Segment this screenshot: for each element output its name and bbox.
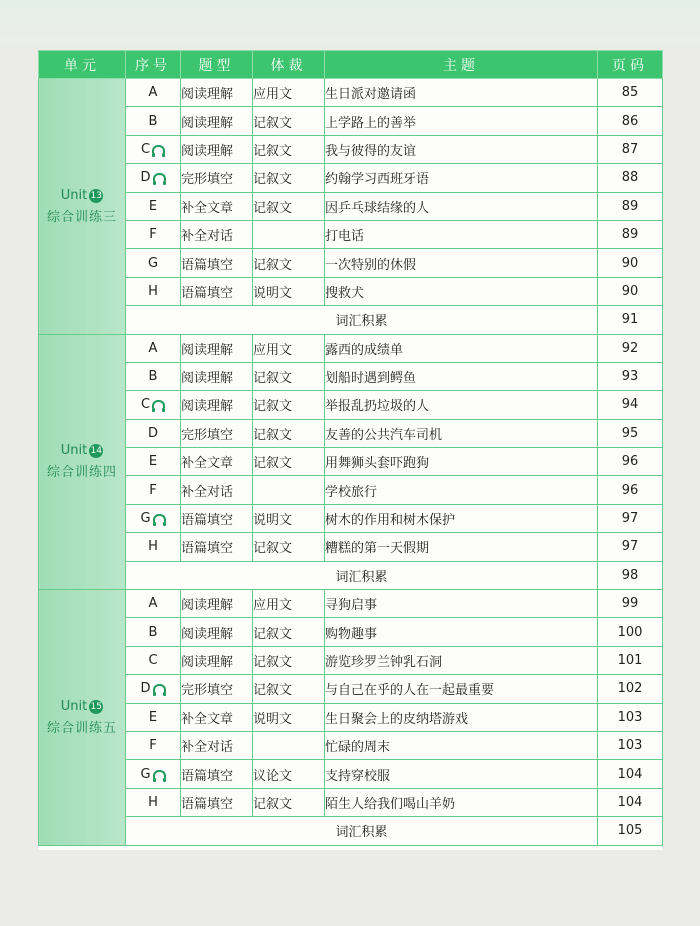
cell-genre: 记叙文 bbox=[253, 107, 325, 135]
table-row bbox=[39, 590, 663, 618]
seq-letter: A bbox=[148, 340, 158, 356]
cell-genre: 记叙文 bbox=[253, 788, 325, 816]
cell-page: 101 bbox=[598, 646, 663, 674]
cell-type: 阅读理解 bbox=[181, 646, 253, 674]
contents-table bbox=[38, 50, 663, 846]
vocab-label: 词汇积累 bbox=[126, 817, 598, 845]
vocab-page: 105 bbox=[598, 817, 663, 845]
table-row bbox=[39, 391, 663, 419]
seq-letter: F bbox=[149, 482, 157, 498]
cell-genre: 说明文 bbox=[253, 703, 325, 731]
cell-genre: 记叙文 bbox=[253, 618, 325, 646]
cell-topic: 用舞狮头套吓跑狗 bbox=[325, 448, 598, 476]
cell-seq bbox=[126, 788, 181, 816]
seq-letter: D bbox=[147, 425, 158, 441]
table-row bbox=[39, 362, 663, 390]
cell-type: 阅读理解 bbox=[181, 391, 253, 419]
header-page: 页码 bbox=[598, 51, 663, 79]
headset-icon bbox=[153, 684, 166, 692]
cell-seq bbox=[126, 590, 181, 618]
cell-genre: 应用文 bbox=[253, 79, 325, 107]
cell-seq bbox=[126, 391, 181, 419]
unit-title: 综合训练三 bbox=[46, 209, 117, 225]
cell-type: 语篇填空 bbox=[181, 249, 253, 277]
vocab-row bbox=[39, 306, 663, 334]
cell-seq bbox=[126, 164, 181, 192]
cell-genre: 应用文 bbox=[253, 334, 325, 362]
cell-type: 完形填空 bbox=[181, 675, 253, 703]
cell-page: 89 bbox=[598, 220, 663, 248]
seq-letter: F bbox=[149, 227, 157, 243]
cell-type: 阅读理解 bbox=[181, 107, 253, 135]
cell-page: 86 bbox=[598, 107, 663, 135]
cell-topic: 购物趣事 bbox=[325, 618, 598, 646]
cell-seq bbox=[126, 760, 181, 788]
vocab-page: 98 bbox=[598, 561, 663, 589]
cell-topic: 上学路上的善举 bbox=[325, 107, 598, 135]
unit-cell bbox=[39, 79, 126, 335]
cell-genre: 记叙文 bbox=[253, 362, 325, 390]
cell-genre: 记叙文 bbox=[253, 391, 325, 419]
cell-seq bbox=[126, 277, 181, 305]
cell-seq bbox=[126, 107, 181, 135]
cell-genre: 记叙文 bbox=[253, 448, 325, 476]
contents-sheet bbox=[38, 50, 662, 850]
seq-letter: E bbox=[148, 709, 158, 725]
seq-letter: F bbox=[149, 738, 157, 754]
table-row bbox=[39, 731, 663, 759]
seq-letter: H bbox=[148, 794, 158, 810]
cell-seq bbox=[126, 192, 181, 220]
header-type: 题型 bbox=[181, 51, 253, 79]
table-row bbox=[39, 504, 663, 532]
table-row bbox=[39, 277, 663, 305]
table-row bbox=[39, 220, 663, 248]
table-header-row bbox=[39, 51, 663, 79]
cell-topic: 生日派对邀请函 bbox=[325, 79, 598, 107]
header-unit: 单元 bbox=[39, 51, 126, 79]
cell-page: 97 bbox=[598, 504, 663, 532]
cell-page: 99 bbox=[598, 590, 663, 618]
vocab-label: 词汇积累 bbox=[126, 306, 598, 334]
cell-type: 语篇填空 bbox=[181, 504, 253, 532]
cell-seq bbox=[126, 419, 181, 447]
cell-topic: 因乒乓球结缘的人 bbox=[325, 192, 598, 220]
cell-genre: 记叙文 bbox=[253, 249, 325, 277]
cell-page: 94 bbox=[598, 391, 663, 419]
cell-topic: 支持穿校服 bbox=[325, 760, 598, 788]
cell-type: 阅读理解 bbox=[181, 618, 253, 646]
unit-number-badge: 15 bbox=[90, 701, 102, 712]
cell-topic: 寻狗启事 bbox=[325, 590, 598, 618]
cell-page: 88 bbox=[598, 164, 663, 192]
cell-genre bbox=[253, 731, 325, 759]
cell-genre: 记叙文 bbox=[253, 675, 325, 703]
seq-letter: C bbox=[148, 653, 158, 668]
cell-topic: 举报乱扔垃圾的人 bbox=[325, 391, 598, 419]
cell-topic: 露西的成绩单 bbox=[325, 334, 598, 362]
cell-page: 104 bbox=[598, 788, 663, 816]
table-row bbox=[39, 448, 663, 476]
cell-genre bbox=[253, 476, 325, 504]
unit-line bbox=[39, 699, 125, 714]
headset-icon bbox=[153, 173, 166, 181]
cell-seq bbox=[126, 79, 181, 107]
cell-page: 89 bbox=[598, 192, 663, 220]
cell-topic: 忙碌的周末 bbox=[325, 731, 598, 759]
cell-genre: 记叙文 bbox=[253, 533, 325, 561]
table-row bbox=[39, 760, 663, 788]
cell-topic: 一次特别的休假 bbox=[325, 249, 598, 277]
cell-seq bbox=[126, 533, 181, 561]
table-row bbox=[39, 107, 663, 135]
cell-page: 102 bbox=[598, 675, 663, 703]
headset-icon bbox=[153, 770, 166, 778]
cell-page: 104 bbox=[598, 760, 663, 788]
header-genre: 体裁 bbox=[253, 51, 325, 79]
headset-icon bbox=[152, 400, 165, 408]
cell-seq bbox=[126, 618, 181, 646]
cell-page: 85 bbox=[598, 79, 663, 107]
unit-title: 综合训练五 bbox=[46, 720, 117, 736]
cell-genre: 议论文 bbox=[253, 760, 325, 788]
table-row bbox=[39, 675, 663, 703]
unit-cell bbox=[39, 334, 126, 590]
cell-page: 100 bbox=[598, 618, 663, 646]
table-row bbox=[39, 646, 663, 674]
table-row bbox=[39, 164, 663, 192]
cell-genre: 记叙文 bbox=[253, 164, 325, 192]
cell-page: 90 bbox=[598, 249, 663, 277]
cell-genre: 记叙文 bbox=[253, 419, 325, 447]
cell-page: 87 bbox=[598, 135, 663, 163]
table-row bbox=[39, 334, 663, 362]
cell-page: 96 bbox=[598, 476, 663, 504]
cell-page: 103 bbox=[598, 731, 663, 759]
cell-type: 完形填空 bbox=[181, 419, 253, 447]
cell-genre: 说明文 bbox=[253, 504, 325, 532]
cell-seq bbox=[126, 334, 181, 362]
cell-page: 103 bbox=[598, 703, 663, 731]
cell-page: 90 bbox=[598, 277, 663, 305]
cell-type: 阅读理解 bbox=[181, 590, 253, 618]
cell-seq bbox=[126, 646, 181, 674]
cell-seq bbox=[126, 362, 181, 390]
unit-number-badge: 13 bbox=[90, 190, 102, 201]
cell-topic: 搜救犬 bbox=[325, 277, 598, 305]
headset-icon bbox=[153, 514, 166, 522]
cell-seq bbox=[126, 135, 181, 163]
unit-line bbox=[39, 188, 125, 203]
unit-number-badge: 14 bbox=[90, 446, 102, 457]
page-top-band bbox=[0, 0, 700, 44]
cell-type: 补全文章 bbox=[181, 192, 253, 220]
vocab-label: 词汇积累 bbox=[126, 561, 598, 589]
cell-type: 完形填空 bbox=[181, 164, 253, 192]
cell-topic: 糟糕的第一天假期 bbox=[325, 533, 598, 561]
seq-letter: H bbox=[148, 283, 158, 299]
seq-letter: G bbox=[140, 511, 151, 527]
unit-label: Unit bbox=[60, 187, 88, 203]
table-row bbox=[39, 703, 663, 731]
cell-topic: 划船时遇到鳄鱼 bbox=[325, 362, 598, 390]
unit-label: Unit bbox=[60, 698, 88, 714]
cell-topic: 树木的作用和树木保护 bbox=[325, 504, 598, 532]
seq-letter: D bbox=[140, 681, 151, 697]
table-row bbox=[39, 135, 663, 163]
cell-topic: 我与彼得的友谊 bbox=[325, 135, 598, 163]
cell-topic: 打电话 bbox=[325, 220, 598, 248]
seq-letter: G bbox=[147, 255, 159, 271]
table-row bbox=[39, 419, 663, 447]
seq-letter: A bbox=[148, 85, 158, 101]
cell-page: 95 bbox=[598, 419, 663, 447]
unit-line bbox=[39, 443, 125, 458]
cell-topic: 友善的公共汽车司机 bbox=[325, 419, 598, 447]
table-row bbox=[39, 79, 663, 107]
cell-seq bbox=[126, 504, 181, 532]
seq-letter: H bbox=[148, 539, 158, 555]
cell-topic: 学校旅行 bbox=[325, 476, 598, 504]
unit-label: Unit bbox=[60, 443, 88, 459]
table-row bbox=[39, 788, 663, 816]
unit-title: 综合训练四 bbox=[46, 465, 117, 481]
table-row bbox=[39, 249, 663, 277]
cell-seq bbox=[126, 220, 181, 248]
table-row bbox=[39, 618, 663, 646]
headset-icon bbox=[152, 145, 165, 153]
cell-genre bbox=[253, 220, 325, 248]
cell-seq bbox=[126, 476, 181, 504]
cell-type: 补全文章 bbox=[181, 703, 253, 731]
seq-letter: G bbox=[140, 766, 151, 782]
seq-letter: C bbox=[140, 397, 151, 413]
seq-letter: B bbox=[148, 113, 158, 129]
table-body bbox=[39, 79, 663, 846]
cell-type: 补全对话 bbox=[181, 220, 253, 248]
cell-topic: 约翰学习西班牙语 bbox=[325, 164, 598, 192]
cell-genre: 记叙文 bbox=[253, 646, 325, 674]
seq-letter: E bbox=[148, 198, 158, 214]
table-row bbox=[39, 192, 663, 220]
cell-type: 阅读理解 bbox=[181, 362, 253, 390]
seq-letter: E bbox=[148, 454, 158, 470]
cell-page: 96 bbox=[598, 448, 663, 476]
cell-genre: 记叙文 bbox=[253, 192, 325, 220]
cell-type: 语篇填空 bbox=[181, 533, 253, 561]
cell-type: 语篇填空 bbox=[181, 788, 253, 816]
cell-genre: 应用文 bbox=[253, 590, 325, 618]
cell-seq bbox=[126, 703, 181, 731]
cell-page: 97 bbox=[598, 533, 663, 561]
vocab-row bbox=[39, 561, 663, 589]
cell-topic: 陌生人给我们喝山羊奶 bbox=[325, 788, 598, 816]
unit-cell bbox=[39, 590, 126, 846]
seq-letter: B bbox=[148, 624, 158, 640]
cell-type: 语篇填空 bbox=[181, 277, 253, 305]
cell-type: 语篇填空 bbox=[181, 760, 253, 788]
cell-topic: 与自己在乎的人在一起最重要 bbox=[325, 675, 598, 703]
seq-letter: D bbox=[140, 170, 151, 186]
cell-topic: 生日聚会上的皮纳塔游戏 bbox=[325, 703, 598, 731]
cell-type: 阅读理解 bbox=[181, 79, 253, 107]
vocab-row bbox=[39, 817, 663, 845]
cell-seq bbox=[126, 448, 181, 476]
cell-seq bbox=[126, 249, 181, 277]
table-row bbox=[39, 533, 663, 561]
header-seq: 序号 bbox=[126, 51, 181, 79]
cell-type: 补全对话 bbox=[181, 731, 253, 759]
header-topic: 主题 bbox=[325, 51, 598, 79]
seq-letter: C bbox=[140, 141, 151, 157]
cell-genre: 记叙文 bbox=[253, 135, 325, 163]
seq-letter: A bbox=[148, 596, 158, 612]
cell-page: 92 bbox=[598, 334, 663, 362]
cell-topic: 游览珍罗兰钟乳石洞 bbox=[325, 646, 598, 674]
table-row bbox=[39, 476, 663, 504]
cell-type: 阅读理解 bbox=[181, 334, 253, 362]
vocab-page: 91 bbox=[598, 306, 663, 334]
cell-seq bbox=[126, 675, 181, 703]
cell-type: 补全文章 bbox=[181, 448, 253, 476]
cell-type: 阅读理解 bbox=[181, 135, 253, 163]
cell-seq bbox=[126, 731, 181, 759]
cell-type: 补全对话 bbox=[181, 476, 253, 504]
cell-genre: 说明文 bbox=[253, 277, 325, 305]
cell-page: 93 bbox=[598, 362, 663, 390]
seq-letter: B bbox=[148, 369, 158, 385]
